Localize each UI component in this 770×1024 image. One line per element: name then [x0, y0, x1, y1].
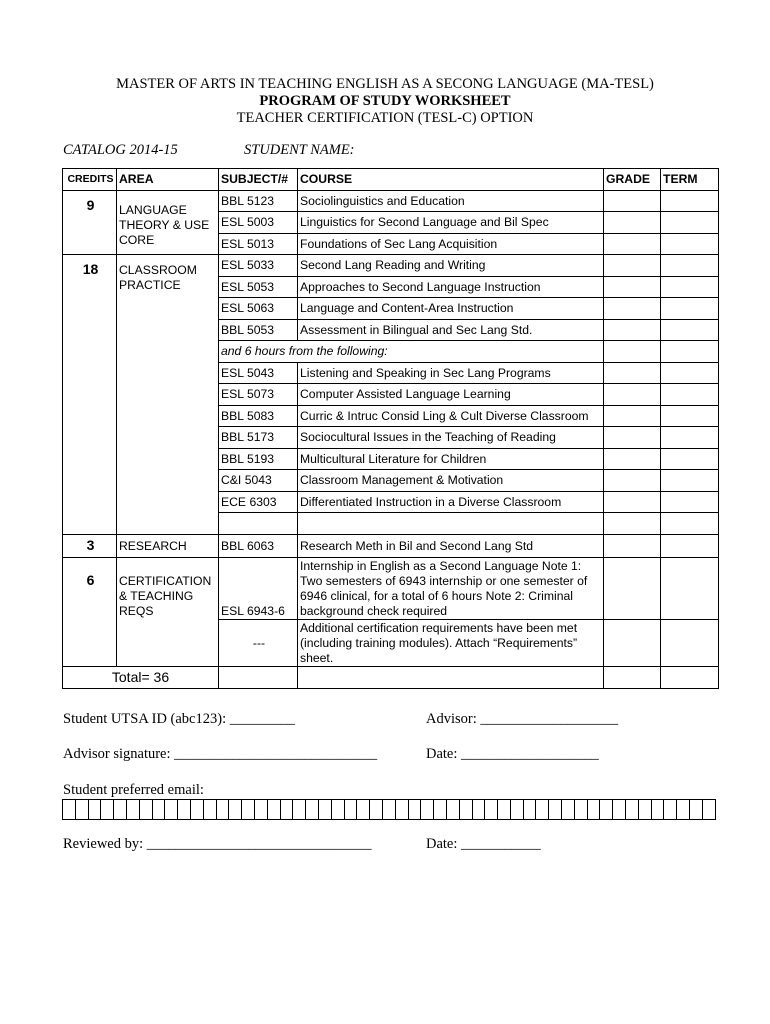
- grade-cell[interactable]: [604, 405, 661, 427]
- advisor-field[interactable]: Advisor: ___________________: [426, 711, 619, 727]
- grade-cell[interactable]: [604, 362, 661, 384]
- research-credits: 3: [63, 534, 117, 558]
- term-cell[interactable]: [661, 362, 719, 384]
- core-area: LANGUAGE THEORY & USE CORE: [117, 190, 219, 255]
- grade-cell[interactable]: [604, 534, 661, 558]
- table-row: [63, 190, 719, 212]
- subject-cell: BBL 5053: [219, 319, 298, 341]
- subject-cell: BBL 5193: [219, 448, 298, 470]
- course-cell: Differentiated Instruction in a Diverse Classroom: [298, 491, 604, 513]
- course-cell: Research Meth in Bil and Second Lang Std: [298, 534, 604, 558]
- subject-cell: BBL 5123: [219, 190, 298, 212]
- term-cell[interactable]: [661, 319, 719, 341]
- grade-cell: [604, 667, 661, 689]
- course-cell: Language and Content-Area Instruction: [298, 298, 604, 320]
- subject-cell: BBL 6063: [219, 534, 298, 558]
- table-row: [63, 558, 719, 620]
- term-cell[interactable]: [661, 255, 719, 277]
- term-cell[interactable]: [661, 276, 719, 298]
- grade-cell[interactable]: [604, 620, 661, 667]
- term-cell[interactable]: [661, 620, 719, 667]
- subject-cell: [219, 513, 298, 535]
- header-area: AREA: [117, 169, 219, 191]
- reviewed-by-field[interactable]: Reviewed by: _______________________________: [63, 836, 372, 852]
- title-line-1: MASTER OF ARTS IN TEACHING ENGLISH AS A SECONG LANGUAGE (MA-TESL): [116, 76, 654, 92]
- term-cell[interactable]: [661, 534, 719, 558]
- term-cell[interactable]: [661, 212, 719, 234]
- course-cell: Additional certification requirements have been met (including training modules). Attach “Requirements” sheet.: [298, 620, 604, 667]
- practice-area: CLASSROOM PRACTICE: [117, 255, 219, 535]
- grade-cell[interactable]: [604, 384, 661, 406]
- grade-cell[interactable]: [604, 233, 661, 255]
- table-row: [63, 255, 719, 277]
- subject-cell: ESL 5043: [219, 362, 298, 384]
- grade-cell[interactable]: [604, 448, 661, 470]
- grade-cell[interactable]: [604, 190, 661, 212]
- research-area: RESEARCH: [117, 534, 219, 558]
- term-cell[interactable]: [661, 384, 719, 406]
- student-name-label: STUDENT NAME:: [244, 142, 355, 158]
- header-subject: SUBJECT/#: [219, 169, 298, 191]
- table-header-row: [63, 169, 719, 191]
- subject-cell: ESL 5033: [219, 255, 298, 277]
- certification-area: CERTIFICATION & TEACHING REQS: [117, 558, 219, 667]
- grade-cell[interactable]: [604, 319, 661, 341]
- student-id-field[interactable]: Student UTSA ID (abc123): _________: [63, 711, 295, 727]
- header-term: TERM: [661, 169, 719, 191]
- course-cell: Classroom Management & Motivation: [298, 470, 604, 492]
- subject-cell: ---: [219, 620, 298, 667]
- header-course: COURSE: [298, 169, 604, 191]
- table-row: [63, 534, 719, 558]
- course-cell: Second Lang Reading and Writing: [298, 255, 604, 277]
- term-cell: [661, 667, 719, 689]
- grade-cell[interactable]: [604, 470, 661, 492]
- date-field-1[interactable]: Date: ___________________: [426, 746, 599, 762]
- subject-cell: BBL 5083: [219, 405, 298, 427]
- term-cell[interactable]: [661, 558, 719, 620]
- core-credits: 9: [63, 190, 117, 255]
- document-title: [0, 76, 770, 127]
- term-cell[interactable]: [661, 470, 719, 492]
- grade-cell[interactable]: [604, 255, 661, 277]
- term-cell[interactable]: [661, 513, 719, 535]
- course-cell: Internship in English as a Second Language Note 1: Two semesters of 6943 internship or one semester of 6946 clinical, for a total of 6 hours Note 2: Criminal background check required: [298, 558, 604, 620]
- grade-cell[interactable]: [604, 558, 661, 620]
- term-cell[interactable]: [661, 491, 719, 513]
- subject-cell: ECE 6303: [219, 491, 298, 513]
- grade-cell[interactable]: [604, 212, 661, 234]
- subject-cell: C&I 5043: [219, 470, 298, 492]
- grade-cell[interactable]: [604, 276, 661, 298]
- grade-cell[interactable]: [604, 427, 661, 449]
- total-label: Total= 36: [63, 667, 219, 689]
- course-cell: [298, 513, 604, 535]
- grade-cell[interactable]: [604, 298, 661, 320]
- subject-cell: [219, 667, 298, 689]
- email-input-grid[interactable]: [62, 799, 716, 820]
- subject-cell: ESL 5073: [219, 384, 298, 406]
- catalog-label: CATALOG 2014-15: [63, 142, 178, 158]
- title-line-2: PROGRAM OF STUDY WORKSHEET: [259, 93, 511, 109]
- term-cell[interactable]: [661, 405, 719, 427]
- term-cell[interactable]: [661, 341, 719, 363]
- subject-cell: ESL 5053: [219, 276, 298, 298]
- term-cell[interactable]: [661, 233, 719, 255]
- subject-cell: BBL 5173: [219, 427, 298, 449]
- subject-cell: ESL 6943-6: [219, 558, 298, 620]
- subject-cell: ESL 5003: [219, 212, 298, 234]
- grade-cell[interactable]: [604, 513, 661, 535]
- course-cell: Foundations of Sec Lang Acquisition: [298, 233, 604, 255]
- elective-note: and 6 hours from the following:: [219, 341, 604, 363]
- course-cell: Approaches to Second Language Instruction: [298, 276, 604, 298]
- header-grade: GRADE: [604, 169, 661, 191]
- date-field-2[interactable]: Date: ___________: [426, 836, 541, 852]
- term-cell[interactable]: [661, 427, 719, 449]
- grade-cell[interactable]: [604, 341, 661, 363]
- email-label: Student preferred email:: [63, 782, 204, 798]
- header-credits: CREDITS: [63, 169, 117, 191]
- subject-cell: ESL 5013: [219, 233, 298, 255]
- course-cell: Curric & Intruc Consid Ling & Cult Diverse Classroom: [298, 405, 604, 427]
- total-row: [63, 667, 719, 689]
- grade-cell[interactable]: [604, 491, 661, 513]
- course-cell: Assessment in Bilingual and Sec Lang Std.: [298, 319, 604, 341]
- course-cell: Sociocultural Issues in the Teaching of Reading: [298, 427, 604, 449]
- course-cell: Sociolinguistics and Education: [298, 190, 604, 212]
- term-cell[interactable]: [661, 448, 719, 470]
- course-cell: Multicultural Literature for Children: [298, 448, 604, 470]
- practice-credits: 18: [63, 255, 117, 535]
- worksheet-table: [62, 168, 719, 689]
- term-cell[interactable]: [661, 298, 719, 320]
- term-cell[interactable]: [661, 190, 719, 212]
- course-cell: Computer Assisted Language Learning: [298, 384, 604, 406]
- subject-cell: ESL 5063: [219, 298, 298, 320]
- certification-credits: 6: [63, 558, 117, 667]
- course-cell: [298, 667, 604, 689]
- advisor-signature-field[interactable]: Advisor signature: ____________________________: [63, 746, 378, 762]
- course-cell: Linguistics for Second Language and Bil Spec: [298, 212, 604, 234]
- title-line-3: TEACHER CERTIFICATION (TESL-C) OPTION: [236, 110, 534, 126]
- course-cell: Listening and Speaking in Sec Lang Programs: [298, 362, 604, 384]
